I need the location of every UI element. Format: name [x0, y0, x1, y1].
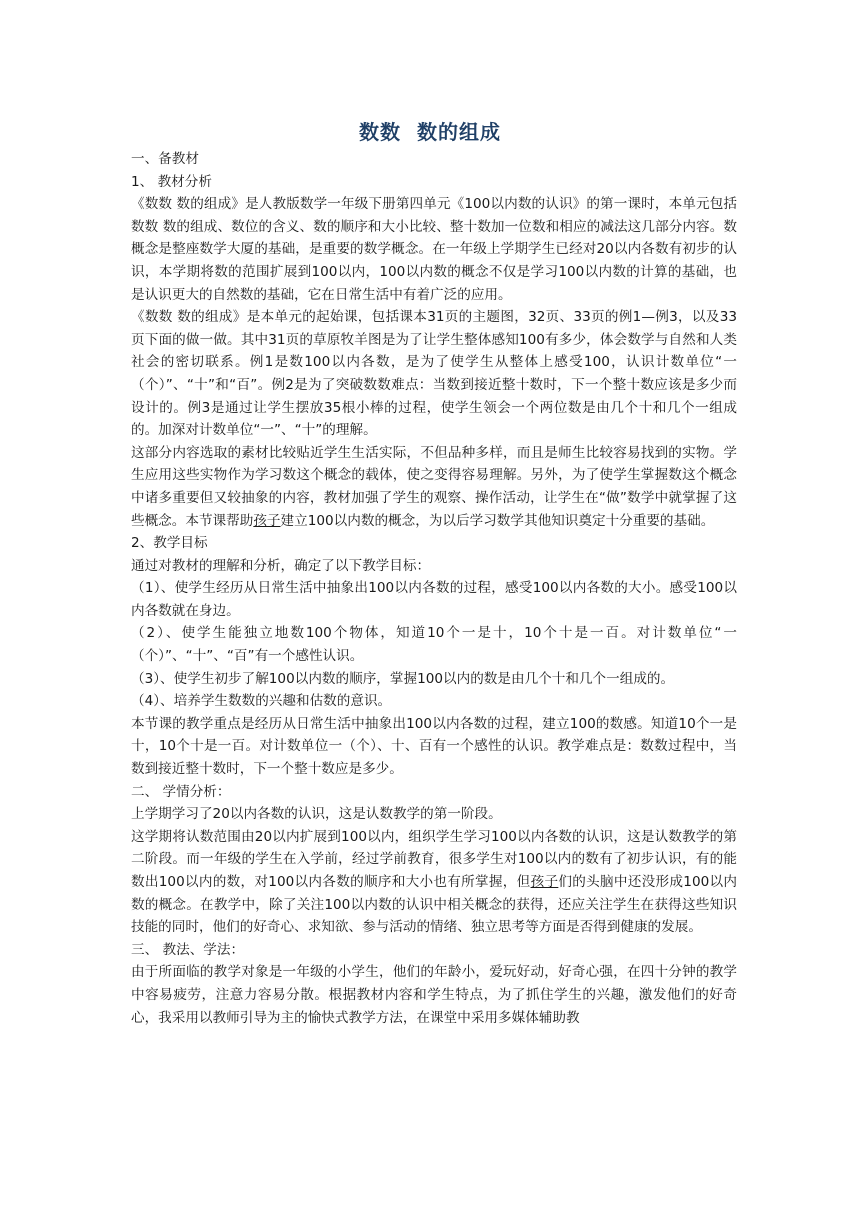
goal-item-3: （3）、使学生初步了解100以内数的顺序，掌握100以内的数是由几个十和几个一组成的。	[131, 670, 675, 687]
text-span: 这部分内容选取的素材比较贴近学生生活实际，不但品种多样，而且是师生比较容易找到的实物。学生应用这些实物作为学习数这个概念的载体，使之变得容易理解。另外，为了使学生掌握数这个概念中诸多重要但又较抽象的内容，教材加强了学生的观察、操作活动，让学生在“做”数学中就掌握了这些概念。本节课帮助	[131, 444, 737, 529]
text-span: 这学期将认数范围由20以内扩展到100以内，组织学生学习100以内各数的认识，这是认数教学的第二阶段。而一年级的学生在入学前，经过学前教育，很多学生对100以内的数有了初步认识，有的能数出100以内的数，对100以内各数的顺序和大小也有所掌握，但	[131, 828, 737, 890]
text-span: 建立100以内数的概念，为以后学习数学其他知识奠定十分重要的基础。	[280, 512, 715, 529]
goal-item-1: （1）、使学生经历从日常生活中抽象出100以内各数的过程，感受100以内各数的大小。感受100以内各数就在身边。	[131, 580, 737, 619]
paragraph-goals-intro: 通过对教材的理解和分析，确定了以下教学目标：	[131, 557, 431, 574]
paragraph-lesson-contents: 《数数 数的组成》是本单元的起始课，包括课本31页的主题图，32页、33页的例1—例3，以及33页下面的做一做。其中31页的草原牧羊图是为了让学生整体感知100有多少，体会数学与自然和人类社会的密切联系。例1是数100以内各数，是为了使学生从整体上感受100，认识计数单位“一（个）”、“十”和“百”。例2是为了突破数数难点：当数到接近整十数时，下一个整十数应该是多少而设计的。例3是通过让学生摆放35根小棒的过程，使学生领会一个两位数是由几个十和几个一组成的。加深对计数单位“一”、“十”的理解。	[131, 309, 737, 439]
goal-item-4: （4）、培养学生数数的兴趣和估数的意识。	[131, 693, 392, 710]
paragraph-student-status	[131, 826, 737, 939]
goal-item-2: （2）、使学生能独立地数100个物体，知道10个一是十，10个十是一百。对计数单位“一（个）”、“十”、“百”有一个感性认识。	[131, 625, 737, 665]
subheading-teaching-goals: 2、教学目标	[131, 535, 208, 552]
paragraph-material-intro: 《数数 数的组成》是人教版数学一年级下册第四单元《100以内数的认识》的第一课时，本单元包括数数 数的组成、数位的含义、数的顺序和大小比较、整十数加一位数和相应的减法这几部分内容。数概念是整座数学大厦的基础，是重要的数学概念。在一年级上学期学生已经对20以内各数有初步的认识，本学期将数的范围扩展到100以内，100以内数的概念不仅是学习100以内数的计算的基础，也是认识更大的自然数的基础，它在日常生活中有着广泛的应用。	[131, 196, 737, 303]
paragraph-previous-learning: 上学期学习了20以内各数的认识，这是认数教学的第一阶段。	[131, 806, 502, 823]
paragraph-key-points: 本节课的教学重点是经历从日常生活中抽象出100以内各数的过程，建立100的数感。知道10个一是十，10个十是一百。对计数单位一（个）、十、百有一个感性的认识。教学难点是：数数过程中，当数到接近整十数时，下一个整十数应是多少。	[131, 715, 737, 778]
section-heading-prepare-material: 一、备教材	[131, 151, 199, 167]
document-body	[131, 148, 737, 1029]
underlined-word: 孩子	[253, 512, 281, 529]
page-title: 数数 数的组成	[359, 120, 501, 144]
paragraph-methods: 由于所面临的教学对象是一年级的小学生，他们的年龄小，爱玩好动，好奇心强，在四十分钟的教学中容易疲劳，注意力容易分散。根据教材内容和学生特点，为了抓住学生的兴趣，激发他们的好奇心，我采用以教师引导为主的愉快式教学方法，在课堂中采用多媒体辅助教	[131, 964, 737, 1026]
text-span: 们的头脑中还没形成100以内数的概念。在教学中，除了关注100以内数的认识中相关概念的获得，还应关注学生在获得这些知识技能的同时，他们的好奇心、求知欲、参与活动的情绪、独立思考等方面是否得到健康的发展。	[131, 874, 738, 936]
subheading-material-analysis: 1、 教材分析	[131, 173, 212, 190]
paragraph-materials-selection	[131, 442, 737, 532]
section-heading-methods: 三、 教法、学法：	[131, 941, 245, 958]
section-heading-student-analysis: 二、 学情分析：	[131, 783, 231, 800]
underlined-word: 孩子	[530, 874, 559, 890]
